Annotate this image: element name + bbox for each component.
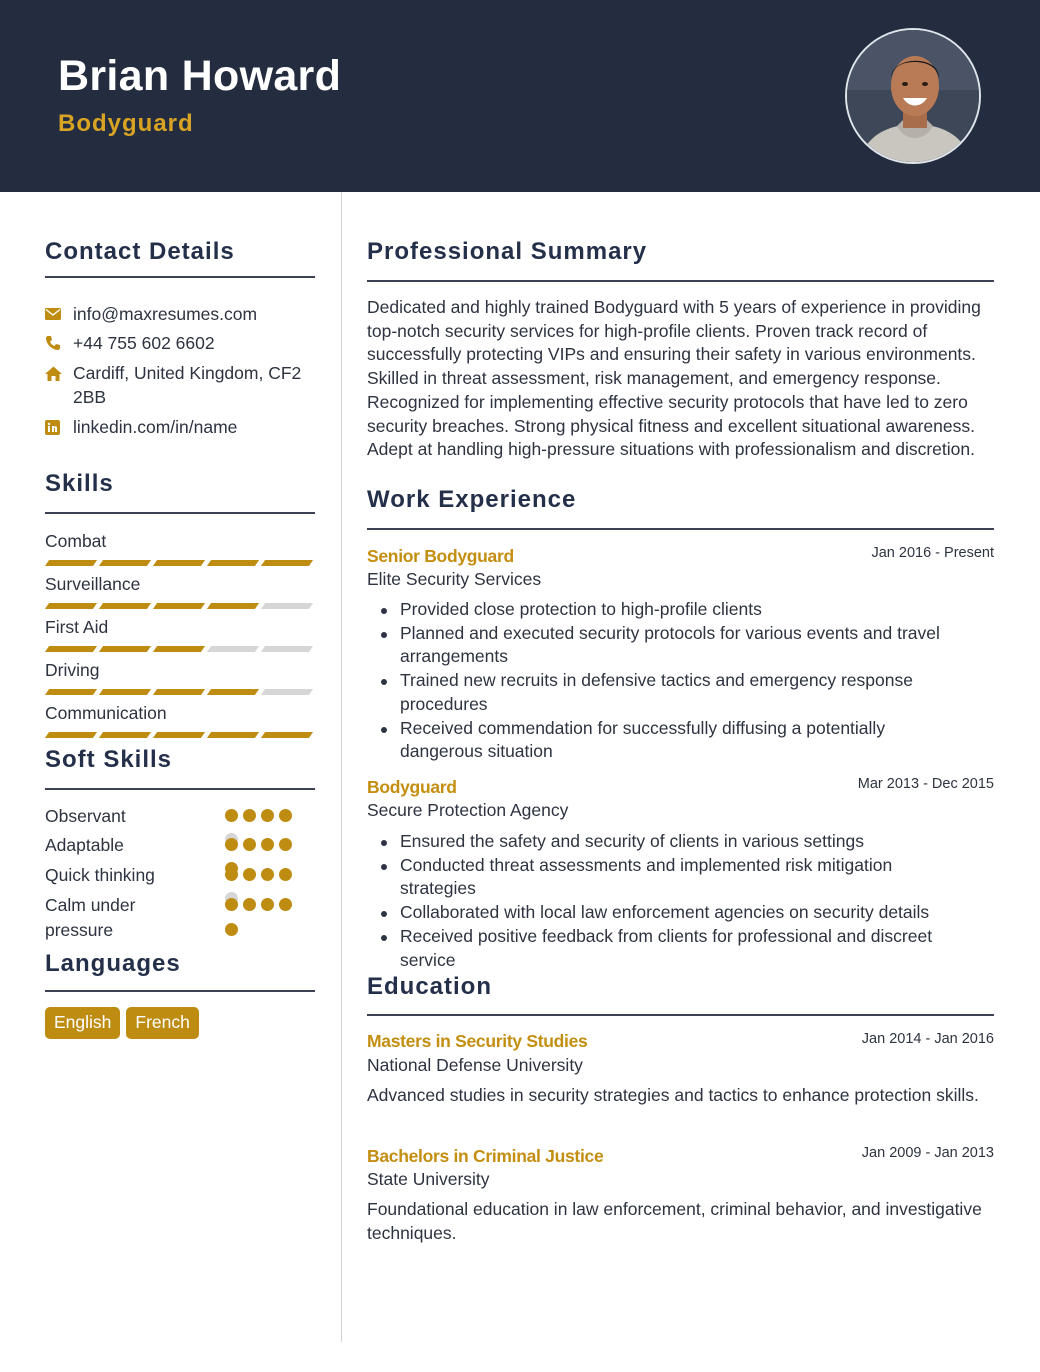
rating-dot	[279, 838, 292, 851]
education-description: Advanced studies in security strategies and tactics to enhance protection skills.	[367, 1085, 979, 1105]
job-bullet: Received positive feedback from clients for professional and discreet service	[367, 925, 967, 972]
soft-skills-section	[45, 746, 315, 790]
portrait-image	[847, 30, 981, 164]
home-icon	[45, 361, 73, 385]
skill-segment	[261, 603, 313, 609]
skill-segment	[99, 646, 151, 652]
skill-name: Communication	[45, 703, 167, 723]
skill-segment	[45, 732, 97, 738]
skill-segment	[45, 689, 97, 695]
skill-segment	[45, 560, 97, 566]
skill-segment	[99, 732, 151, 738]
skill-segment	[207, 560, 259, 566]
envelope-icon	[45, 302, 73, 326]
rating-dot	[261, 868, 274, 881]
language-tags	[45, 1007, 199, 1039]
education-dates: Jan 2014 - Jan 2016	[861, 1031, 994, 1047]
soft-skills-heading: Soft Skills	[45, 746, 173, 773]
contact-email[interactable]	[45, 302, 313, 326]
job-dates: Mar 2013 - Dec 2015	[857, 776, 994, 792]
language-tag: French	[126, 1007, 198, 1039]
rating-dot	[279, 898, 292, 911]
candidate-title: Bodyguard	[58, 110, 194, 137]
contact-linkedin[interactable]	[45, 415, 313, 439]
rating-dot	[261, 838, 274, 851]
skill-name: First Aid	[45, 617, 109, 637]
languages-rule	[45, 990, 315, 992]
education-school: National Defense University	[367, 1055, 583, 1075]
contact-phone[interactable]	[45, 331, 313, 355]
soft-skills-rule	[45, 788, 315, 790]
skill-segment	[261, 560, 313, 566]
phone-text: +44 755 602 6602	[73, 333, 215, 353]
skill-segment	[45, 603, 97, 609]
candidate-name: Brian Howard	[58, 52, 342, 100]
rating-dot	[261, 898, 274, 911]
column-divider	[341, 192, 342, 1342]
summary-section	[367, 238, 994, 282]
rating-dot	[225, 898, 238, 911]
experience-rule	[367, 528, 994, 530]
summary-text: Dedicated and highly trained Bodyguard with 5 years of experience in providing top-notch security services for high-profile clients. Proven track record of successfully protecting VIPs and ensuring their safety in various environments. Skilled in threat assessment, risk management, and emergency response. Recognized for implementing effective security protocols that have led to zero security breaches. Strong physical fitness and excellent situational awareness. Adept at handling high-pressure situations with professionalism and discretion.	[367, 297, 981, 460]
skill-segment	[99, 603, 151, 609]
email-text: info@maxresumes.com	[73, 304, 258, 324]
job-company: Elite Security Services	[367, 569, 542, 589]
rating-dot	[243, 809, 256, 822]
skill-segment	[153, 689, 205, 695]
experience-heading: Work Experience	[367, 486, 577, 513]
skill-segment	[153, 560, 205, 566]
job-bullets	[367, 598, 967, 764]
languages-section	[45, 950, 315, 992]
rating-dot	[225, 868, 238, 881]
skill-segment	[45, 646, 97, 652]
skills-section	[45, 470, 315, 514]
linkedin-text: linkedin.com/in/name	[73, 417, 238, 437]
skill-segment	[207, 603, 259, 609]
rating-dot	[279, 809, 292, 822]
job-bullet: Planned and executed security protocols for various events and travel arrangements	[367, 622, 967, 669]
summary-heading: Professional Summary	[367, 238, 648, 265]
soft-skill-name: Quick thinking	[45, 865, 155, 885]
resume-header	[0, 0, 1040, 192]
job-role: Senior Bodyguard	[367, 546, 514, 566]
contact-rule	[45, 276, 315, 278]
job-bullet: Conducted threat assessments and implemented risk mitigation strategies	[367, 854, 967, 901]
job-bullets	[367, 830, 967, 972]
skill-segment	[261, 689, 313, 695]
rating-dot	[279, 868, 292, 881]
education-section	[367, 973, 994, 1016]
skill-segment	[153, 603, 205, 609]
skill-bar-surveillance	[47, 603, 311, 609]
skill-segment	[207, 646, 259, 652]
skill-segment	[261, 732, 313, 738]
skill-segment	[207, 732, 259, 738]
skills-heading: Skills	[45, 470, 114, 497]
skill-name: Surveillance	[45, 574, 141, 594]
skill-name: Combat	[45, 531, 107, 551]
education-dates: Jan 2009 - Jan 2013	[861, 1145, 994, 1161]
rating-dot	[225, 923, 238, 936]
skill-bar-combat	[47, 560, 311, 566]
summary-rule	[367, 280, 994, 282]
rating-dot	[225, 838, 238, 851]
contact-address	[45, 361, 313, 409]
contact-heading: Contact Details	[45, 238, 235, 265]
languages-heading: Languages	[45, 950, 181, 977]
skill-segment	[261, 646, 313, 652]
phone-icon	[45, 331, 73, 355]
skill-segment	[99, 560, 151, 566]
job-dates: Jan 2016 - Present	[871, 545, 994, 561]
rating-dot	[261, 809, 274, 822]
job-role: Bodyguard	[367, 777, 457, 797]
education-description: Foundational education in law enforcement, criminal behavior, and investigative techniques.	[367, 1199, 982, 1243]
skills-rule	[45, 512, 315, 514]
rating-dot	[243, 838, 256, 851]
job-bullet: Provided close protection to high-profile clients	[367, 598, 967, 622]
job-bullet: Ensured the safety and security of clients in various settings	[367, 830, 967, 854]
experience-section	[367, 486, 994, 530]
skill-bar-communication	[47, 732, 311, 738]
linkedin-icon	[45, 415, 73, 439]
skill-name: Driving	[45, 660, 100, 680]
profile-photo	[845, 28, 981, 164]
job-bullet: Collaborated with local law enforcement agencies on security details	[367, 901, 967, 925]
education-school: State University	[367, 1169, 490, 1189]
rating-dot	[243, 868, 256, 881]
skill-segment	[99, 689, 151, 695]
soft-skill-name: Adaptable	[45, 835, 124, 855]
job-bullet: Received commendation for successfully diffusing a potentially dangerous situation	[367, 717, 967, 764]
rating-dot	[225, 809, 238, 822]
education-degree: Masters in Security Studies	[367, 1031, 588, 1051]
job-bullet: Trained new recruits in defensive tactics and emergency response procedures	[367, 669, 967, 716]
skill-segment	[153, 646, 205, 652]
skill-segment	[207, 689, 259, 695]
job-company: Secure Protection Agency	[367, 800, 569, 820]
skill-segment	[153, 732, 205, 738]
education-degree: Bachelors in Criminal Justice	[367, 1146, 604, 1166]
soft-skill-name: Calm under pressure	[45, 895, 136, 940]
education-rule	[367, 1014, 994, 1016]
contact-section	[45, 238, 315, 278]
language-tag: English	[45, 1007, 120, 1039]
address-text: Cardiff, United Kingdom, CF2 2BB	[73, 363, 302, 407]
skill-bar-driving	[47, 689, 311, 695]
skill-bar-first-aid	[47, 646, 311, 652]
education-heading: Education	[367, 973, 493, 1000]
soft-skill-name: Observant	[45, 806, 126, 826]
rating-dot	[243, 898, 256, 911]
